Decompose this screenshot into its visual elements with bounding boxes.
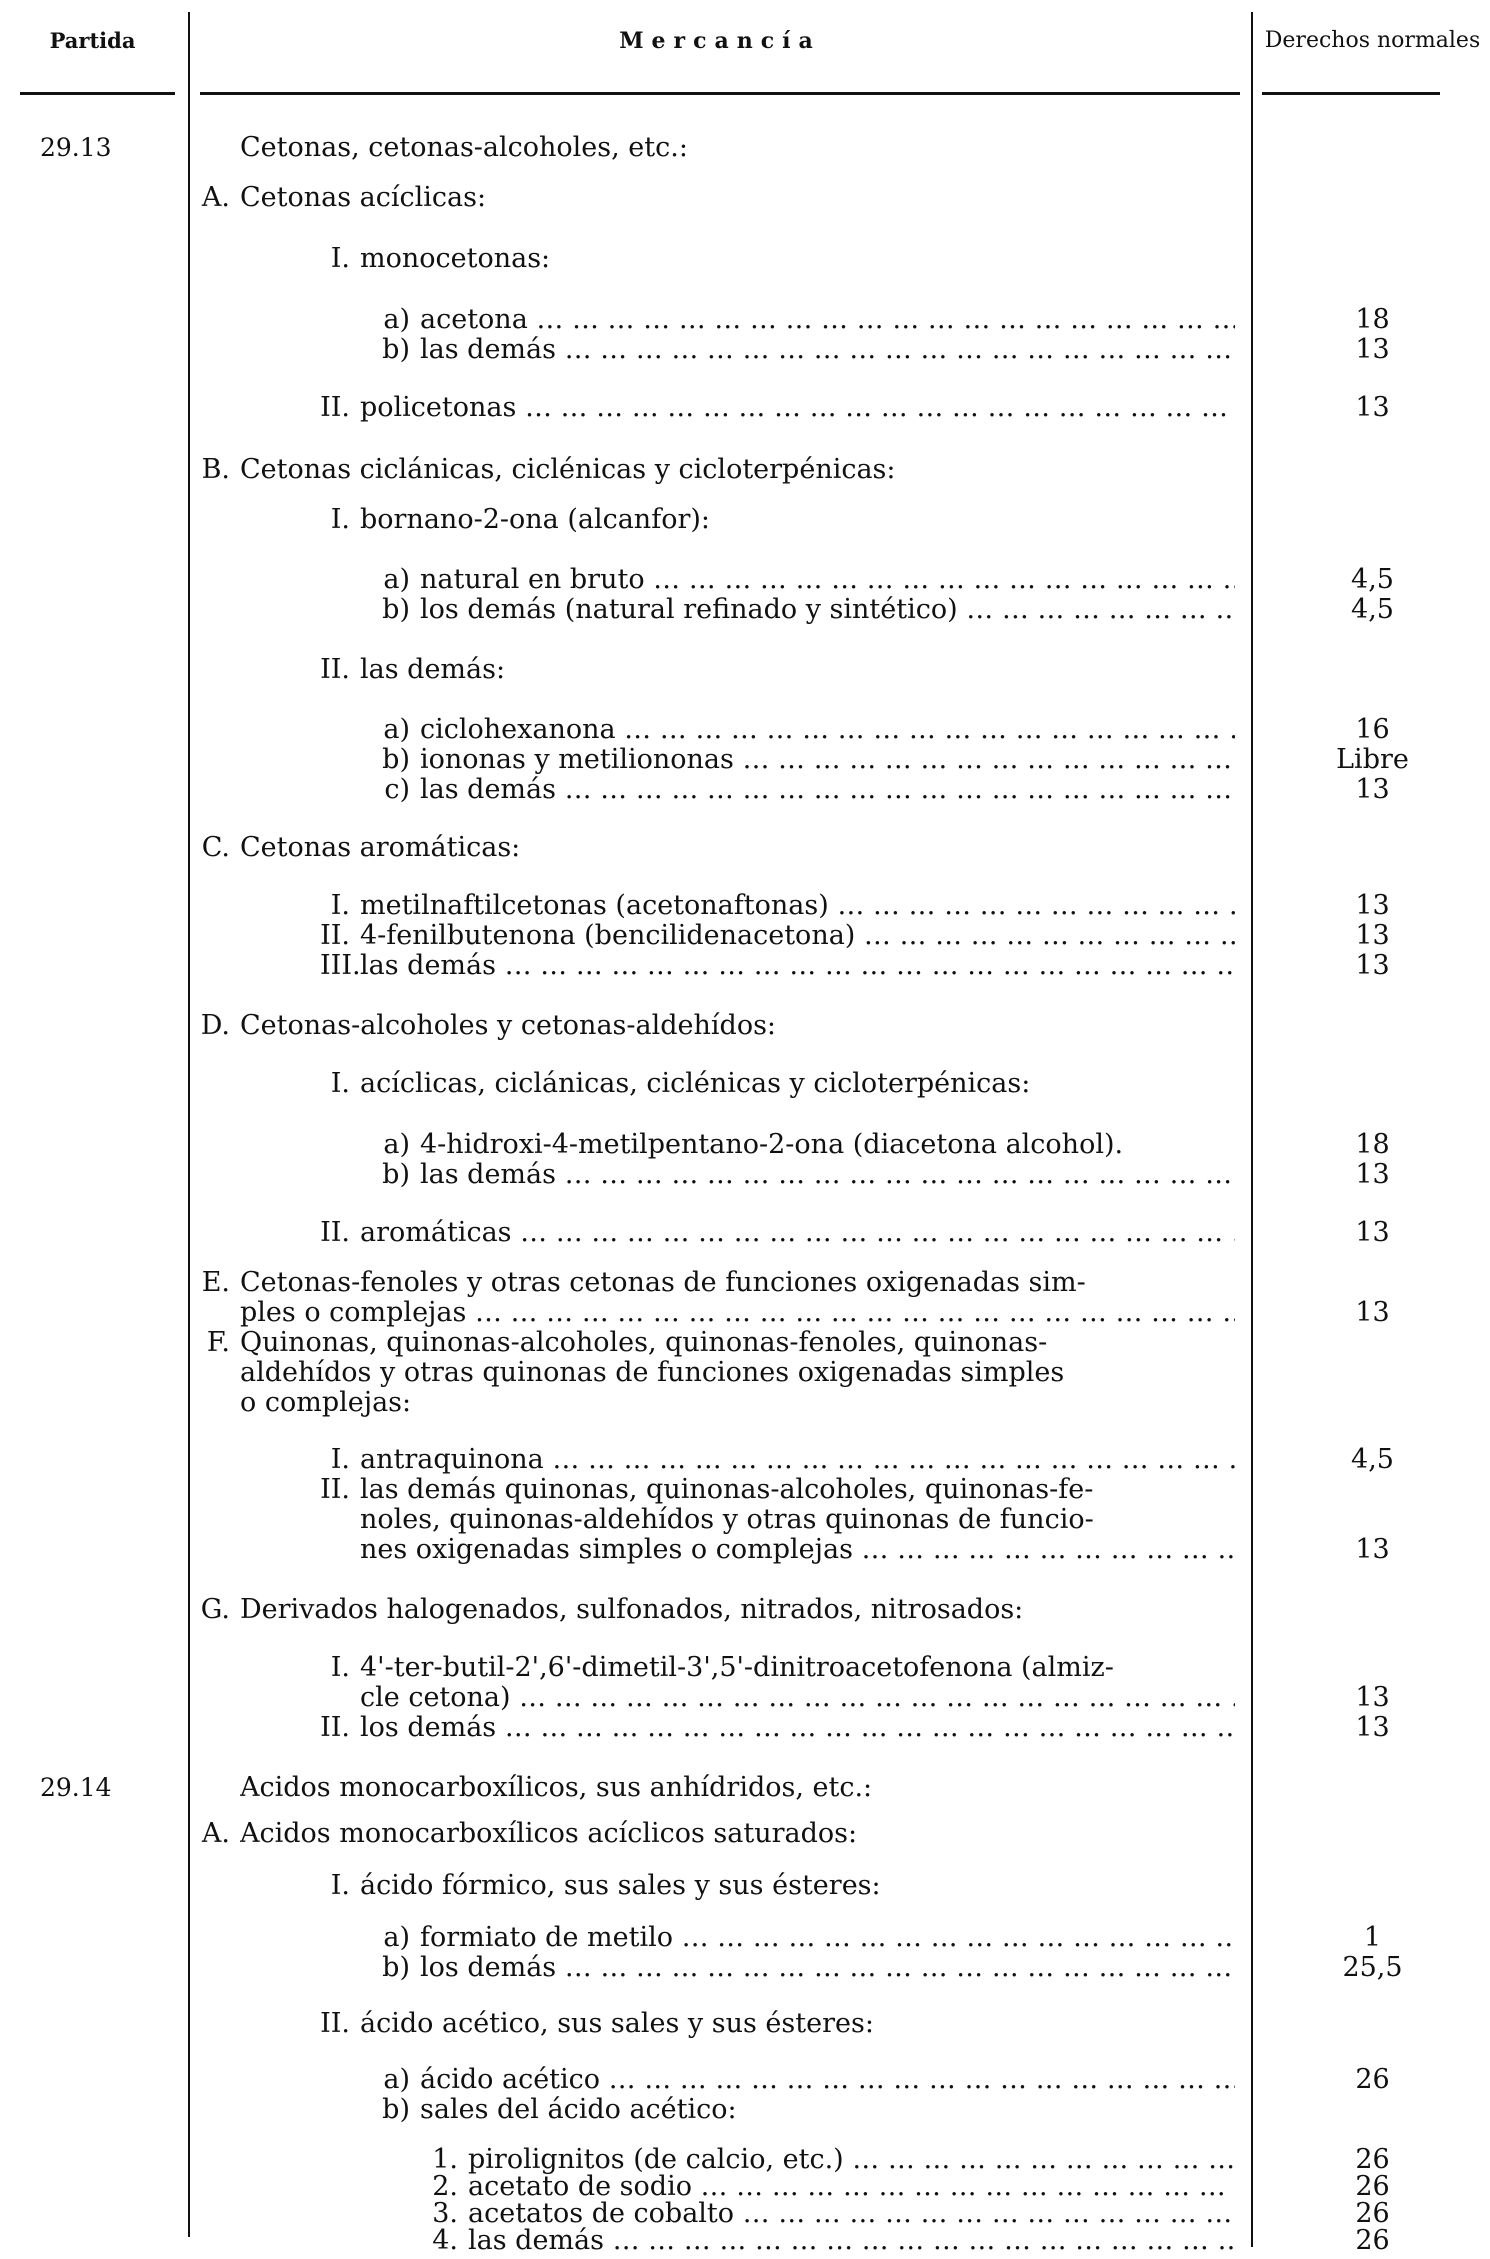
item-marker: b) bbox=[382, 334, 410, 365]
tariff-row bbox=[0, 1358, 1490, 1388]
item-marker: 2. bbox=[432, 2171, 458, 2202]
item-marker: A. bbox=[201, 182, 230, 213]
item-description: 4-hidroxi-4-metilpentano-2-ona (diacetona alcohol). bbox=[420, 1130, 1124, 1160]
duty-rate: 13 bbox=[1355, 1159, 1390, 1190]
tariff-row bbox=[0, 1475, 1490, 1505]
header-derechos: Derechos normales bbox=[1264, 28, 1481, 53]
item-description: Cetonas, cetonas-alcoholes, etc.: bbox=[240, 133, 688, 163]
tariff-row bbox=[0, 1298, 1490, 1328]
tariff-row bbox=[0, 1773, 1490, 1803]
item-description: las demás: bbox=[360, 655, 506, 685]
item-marker: II. bbox=[320, 1474, 350, 1505]
tariff-row bbox=[0, 1505, 1490, 1535]
item-description: formiato de metilo … … … … … … … … … … … … … … … … … … … … … … … … … … … … … … … … … … … … … … … … … … … … … … … … bbox=[420, 1923, 1235, 1953]
item-description: Cetonas-alcoholes y cetonas-aldehídos: bbox=[240, 1011, 777, 1041]
duty-rate: 26 bbox=[1355, 2225, 1390, 2256]
tariff-row bbox=[0, 1923, 1490, 1953]
item-marker: I. bbox=[330, 504, 350, 535]
item-marker: I. bbox=[330, 1444, 350, 1475]
duty-rate: 13 bbox=[1355, 920, 1390, 951]
tariff-row bbox=[0, 1011, 1490, 1041]
item-marker: C. bbox=[201, 832, 230, 863]
item-description: las demás … … … … … … … … … … … … … … … … … … … … … … … … … … … … … … … … … … … … … … … … … … … … … … … … bbox=[360, 951, 1235, 981]
tariff-row bbox=[0, 745, 1490, 775]
item-description: acetato de sodio … … … … … … … … … … … … … … … … … … … … … … … … … … … … … … … … … … … … … … … … … … … … … … … … bbox=[468, 2172, 1235, 2202]
item-marker: c) bbox=[384, 774, 410, 805]
duty-rate: 13 bbox=[1355, 774, 1390, 805]
duty-rate: 16 bbox=[1355, 714, 1390, 745]
item-marker: II. bbox=[320, 920, 350, 951]
item-description: Quinonas, quinonas-alcoholes, quinonas-fenoles, quinonas- bbox=[240, 1328, 1048, 1358]
item-description: nes oxigenadas simples o complejas … … … … … … … … … … … … … … … … … … … … … … … … … … … … … … … … … … … … … … … … … … … … … … … … bbox=[360, 1535, 1235, 1565]
item-description: Cetonas-fenoles y otras cetonas de funciones oxigenadas sim- bbox=[240, 1268, 1086, 1298]
duty-rate: 13 bbox=[1355, 1534, 1390, 1565]
tariff-row bbox=[0, 2172, 1490, 2202]
tariff-row bbox=[0, 2226, 1490, 2256]
header-rule-derechos bbox=[1262, 92, 1440, 95]
tariff-row bbox=[0, 775, 1490, 805]
duty-rate: 4,5 bbox=[1351, 594, 1394, 625]
item-description: Derivados halogenados, sulfonados, nitrados, nitrosados: bbox=[240, 1595, 1024, 1625]
item-marker: a) bbox=[383, 1129, 410, 1160]
item-description: 4'-ter-butil-2',6'-dimetil-3',5'-dinitroacetofenona (almiz- bbox=[360, 1653, 1114, 1683]
item-description: antraquinona … … … … … … … … … … … … … … … … … … … … … … … … … … … … … … … … … … … … … … … … … … … … … … … … bbox=[360, 1445, 1235, 1475]
duty-rate: 26 bbox=[1355, 2064, 1390, 2095]
tariff-row bbox=[0, 595, 1490, 625]
item-marker: 3. bbox=[432, 2198, 458, 2229]
duty-rate: 4,5 bbox=[1351, 1444, 1394, 1475]
tariff-row bbox=[0, 393, 1490, 423]
tariff-row bbox=[0, 244, 1490, 274]
item-description: acetona … … … … … … … … … … … … … … … … … … … … … … … … … … … … … … … … … … … … … … … … … … … … … … … … bbox=[420, 305, 1235, 335]
item-marker: II. bbox=[320, 1217, 350, 1248]
item-description: noles, quinonas-aldehídos y otras quinonas de funcio- bbox=[360, 1505, 1094, 1535]
item-marker: II. bbox=[320, 2008, 350, 2039]
item-description: los demás (natural refinado y sintético) … … … … … … … … … … … … … … … … … … … … … … … … … … … … … … … … … … … … … … … … … … … … … … … … bbox=[420, 595, 1235, 625]
tariff-row bbox=[0, 505, 1490, 535]
item-marker: II. bbox=[320, 654, 350, 685]
tariff-row bbox=[0, 1683, 1490, 1713]
item-description: las demás … … … … … … … … … … … … … … … … … … … … … … … … … … … … … … … … … … … … … … … … … … … … … … … … bbox=[468, 2226, 1235, 2256]
item-description: metilnaftilcetonas (acetonaftonas) … … … … … … … … … … … … … … … … … … … … … … … … … … … … … … … … … … … … … … … … … … … … … … … … bbox=[360, 891, 1235, 921]
tariff-row bbox=[0, 183, 1490, 213]
item-description: las demás quinonas, quinonas-alcoholes, quinonas-fe- bbox=[360, 1475, 1094, 1505]
item-marker: I. bbox=[330, 243, 350, 274]
item-marker: I. bbox=[330, 890, 350, 921]
item-description: acíclicas, ciclánicas, ciclénicas y cicloterpénicas: bbox=[360, 1069, 1031, 1099]
partida-number: 29.13 bbox=[40, 133, 112, 162]
tariff-row bbox=[0, 951, 1490, 981]
item-marker: a) bbox=[383, 1922, 410, 1953]
item-description: Acidos monocarboxílicos acíclicos saturados: bbox=[240, 1819, 858, 1849]
duty-rate: 13 bbox=[1355, 334, 1390, 365]
item-description: aromáticas … … … … … … … … … … … … … … … … … … … … … … … … … … … … … … … … … … … … … … … … … … … … … … … … bbox=[360, 1218, 1235, 1248]
item-description: sales del ácido acético: bbox=[420, 2095, 737, 2125]
duty-rate: 13 bbox=[1355, 1682, 1390, 1713]
tariff-row bbox=[0, 1595, 1490, 1625]
tariff-row bbox=[0, 335, 1490, 365]
item-description: ácido fórmico, sus sales y sus ésteres: bbox=[360, 1871, 881, 1901]
tariff-row bbox=[0, 1388, 1490, 1418]
tariff-row bbox=[0, 565, 1490, 595]
partida-number: 29.14 bbox=[40, 1773, 112, 1802]
duty-rate: 26 bbox=[1355, 2198, 1390, 2229]
item-marker: I. bbox=[330, 1652, 350, 1683]
item-marker: b) bbox=[382, 1952, 410, 1983]
item-marker: a) bbox=[383, 304, 410, 335]
tariff-row bbox=[0, 2095, 1490, 2125]
tariff-row bbox=[0, 1713, 1490, 1743]
tariff-row bbox=[0, 1953, 1490, 1983]
tariff-row bbox=[0, 455, 1490, 485]
item-description: las demás … … … … … … … … … … … … … … … … … … … … … … … … … … … … … … … … … … … … … … … … … … … … … … … … bbox=[420, 335, 1235, 365]
tariff-row bbox=[0, 1160, 1490, 1190]
duty-rate: 26 bbox=[1355, 2144, 1390, 2175]
duty-rate: 1 bbox=[1363, 1922, 1382, 1953]
duty-rate: 18 bbox=[1355, 304, 1390, 335]
item-marker: a) bbox=[383, 2064, 410, 2095]
header-rule-mercancia bbox=[200, 92, 1240, 95]
item-marker: E. bbox=[201, 1267, 230, 1298]
tariff-row bbox=[0, 1328, 1490, 1358]
item-marker: b) bbox=[382, 1159, 410, 1190]
item-description: los demás … … … … … … … … … … … … … … … … … … … … … … … … … … … … … … … … … … … … … … … … … … … … … … … … bbox=[420, 1953, 1235, 1983]
duty-rate: 13 bbox=[1355, 392, 1390, 423]
item-description: iononas y metiliononas … … … … … … … … … … … … … … … … … … … … … … … … … … … … … … … … … … … … … … … … … … … … … … … … bbox=[420, 745, 1235, 775]
tariff-row bbox=[0, 921, 1490, 951]
tariff-row bbox=[0, 1218, 1490, 1248]
tariff-row bbox=[0, 1445, 1490, 1475]
tariff-row bbox=[0, 305, 1490, 335]
item-description: las demás … … … … … … … … … … … … … … … … … … … … … … … … … … … … … … … … … … … … … … … … … … … … … … … … bbox=[420, 1160, 1235, 1190]
duty-rate: 13 bbox=[1355, 1217, 1390, 1248]
header-partida: Partida bbox=[49, 28, 136, 53]
item-marker: 1. bbox=[432, 2144, 458, 2175]
item-description: 4-fenilbutenona (bencilidenacetona) … … … … … … … … … … … … … … … … … … … … … … … … … … … … … … … … … … … … … … … … … … … … … … … … bbox=[360, 921, 1235, 951]
item-description: pirolignitos (de calcio, etc.) … … … … … … … … … … … … … … … … … … … … … … … … … … … … … … … … … … … … … … … … … … … … … … … … bbox=[468, 2145, 1235, 2175]
tariff-row bbox=[0, 1069, 1490, 1099]
item-marker: I. bbox=[330, 1870, 350, 1901]
item-description: los demás … … … … … … … … … … … … … … … … … … … … … … … … … … … … … … … … … … … … … … … … … … … … … … … … bbox=[360, 1713, 1235, 1743]
item-marker: III. bbox=[320, 950, 361, 981]
item-description: monocetonas: bbox=[360, 244, 551, 274]
tariff-row bbox=[0, 1268, 1490, 1298]
item-marker: a) bbox=[383, 564, 410, 595]
item-description: cle cetona) … … … … … … … … … … … … … … … … … … … … … … … … … … … … … … … … … … … … … … … … … … … … … … … … bbox=[360, 1683, 1235, 1713]
item-marker: F. bbox=[206, 1327, 230, 1358]
item-description: Cetonas ciclánicas, ciclénicas y cicloterpénicas: bbox=[240, 455, 896, 485]
tariff-row bbox=[0, 1871, 1490, 1901]
item-description: o complejas: bbox=[240, 1388, 412, 1418]
tariff-row bbox=[0, 1819, 1490, 1849]
tariff-row bbox=[0, 1130, 1490, 1160]
duty-rate: 4,5 bbox=[1351, 564, 1394, 595]
tariff-row bbox=[0, 715, 1490, 745]
item-description: ples o complejas … … … … … … … … … … … … … … … … … … … … … … … … … … … … … … … … … … … … … … … … … … … … … … … … bbox=[240, 1298, 1235, 1328]
duty-rate: 13 bbox=[1355, 1297, 1390, 1328]
item-marker: II. bbox=[320, 392, 350, 423]
duty-rate: 26 bbox=[1355, 2171, 1390, 2202]
duty-rate: 25,5 bbox=[1342, 1952, 1403, 1983]
item-description: policetonas … … … … … … … … … … … … … … … … … … … … … … … … … … … … … … … … … … … … … … … … … … … … … … … … bbox=[360, 393, 1235, 423]
item-description: ciclohexanona … … … … … … … … … … … … … … … … … … … … … … … … … … … … … … … … … … … … … … … … … … … … … … … … bbox=[420, 715, 1235, 745]
item-marker: G. bbox=[200, 1594, 230, 1625]
item-description: acetatos de cobalto … … … … … … … … … … … … … … … … … … … … … … … … … … … … … … … … … … … … … … … … … … … … … … … … bbox=[468, 2199, 1235, 2229]
item-marker: b) bbox=[382, 594, 410, 625]
item-description: ácido acético, sus sales y sus ésteres: bbox=[360, 2009, 874, 2039]
item-description: bornano-2-ona (alcanfor): bbox=[360, 505, 710, 535]
duty-rate: 13 bbox=[1355, 1712, 1390, 1743]
header-mercancia: Mercancía bbox=[619, 28, 821, 54]
item-description: Cetonas acíclicas: bbox=[240, 183, 487, 213]
tariff-row bbox=[0, 1535, 1490, 1565]
header-rule-partida bbox=[20, 92, 175, 95]
item-marker: I. bbox=[330, 1068, 350, 1099]
item-marker: a) bbox=[383, 714, 410, 745]
item-description: aldehídos y otras quinonas de funciones oxigenadas simples bbox=[240, 1358, 1065, 1388]
item-description: las demás … … … … … … … … … … … … … … … … … … … … … … … … … … … … … … … … … … … … … … … … … … … … … … … … bbox=[420, 775, 1235, 805]
duty-rate: 13 bbox=[1355, 950, 1390, 981]
item-description: natural en bruto … … … … … … … … … … … … … … … … … … … … … … … … … … … … … … … … … … … … … … … … … … … … … … … … bbox=[420, 565, 1235, 595]
item-marker: D. bbox=[200, 1010, 230, 1041]
tariff-row bbox=[0, 2145, 1490, 2175]
tariff-row bbox=[0, 1653, 1490, 1683]
item-marker: II. bbox=[320, 1712, 350, 1743]
item-description: Acidos monocarboxílicos, sus anhídridos, etc.: bbox=[240, 1773, 873, 1803]
item-marker: 4. bbox=[432, 2225, 458, 2256]
item-marker: B. bbox=[201, 454, 230, 485]
tariff-row bbox=[0, 2199, 1490, 2229]
item-description: ácido acético … … … … … … … … … … … … … … … … … … … … … … … … … … … … … … … … … … … … … … … … … … … … … … … … bbox=[420, 2065, 1235, 2095]
tariff-row bbox=[0, 2009, 1490, 2039]
tariff-row bbox=[0, 133, 1490, 163]
tariff-row bbox=[0, 891, 1490, 921]
duty-rate: Libre bbox=[1336, 744, 1409, 775]
item-marker: b) bbox=[382, 744, 410, 775]
item-marker: b) bbox=[382, 2094, 410, 2125]
tariff-row bbox=[0, 655, 1490, 685]
item-description: Cetonas aromáticas: bbox=[240, 833, 521, 863]
duty-rate: 13 bbox=[1355, 890, 1390, 921]
duty-rate: 18 bbox=[1355, 1129, 1390, 1160]
tariff-row bbox=[0, 2065, 1490, 2095]
item-marker: A. bbox=[201, 1818, 230, 1849]
tariff-row bbox=[0, 833, 1490, 863]
